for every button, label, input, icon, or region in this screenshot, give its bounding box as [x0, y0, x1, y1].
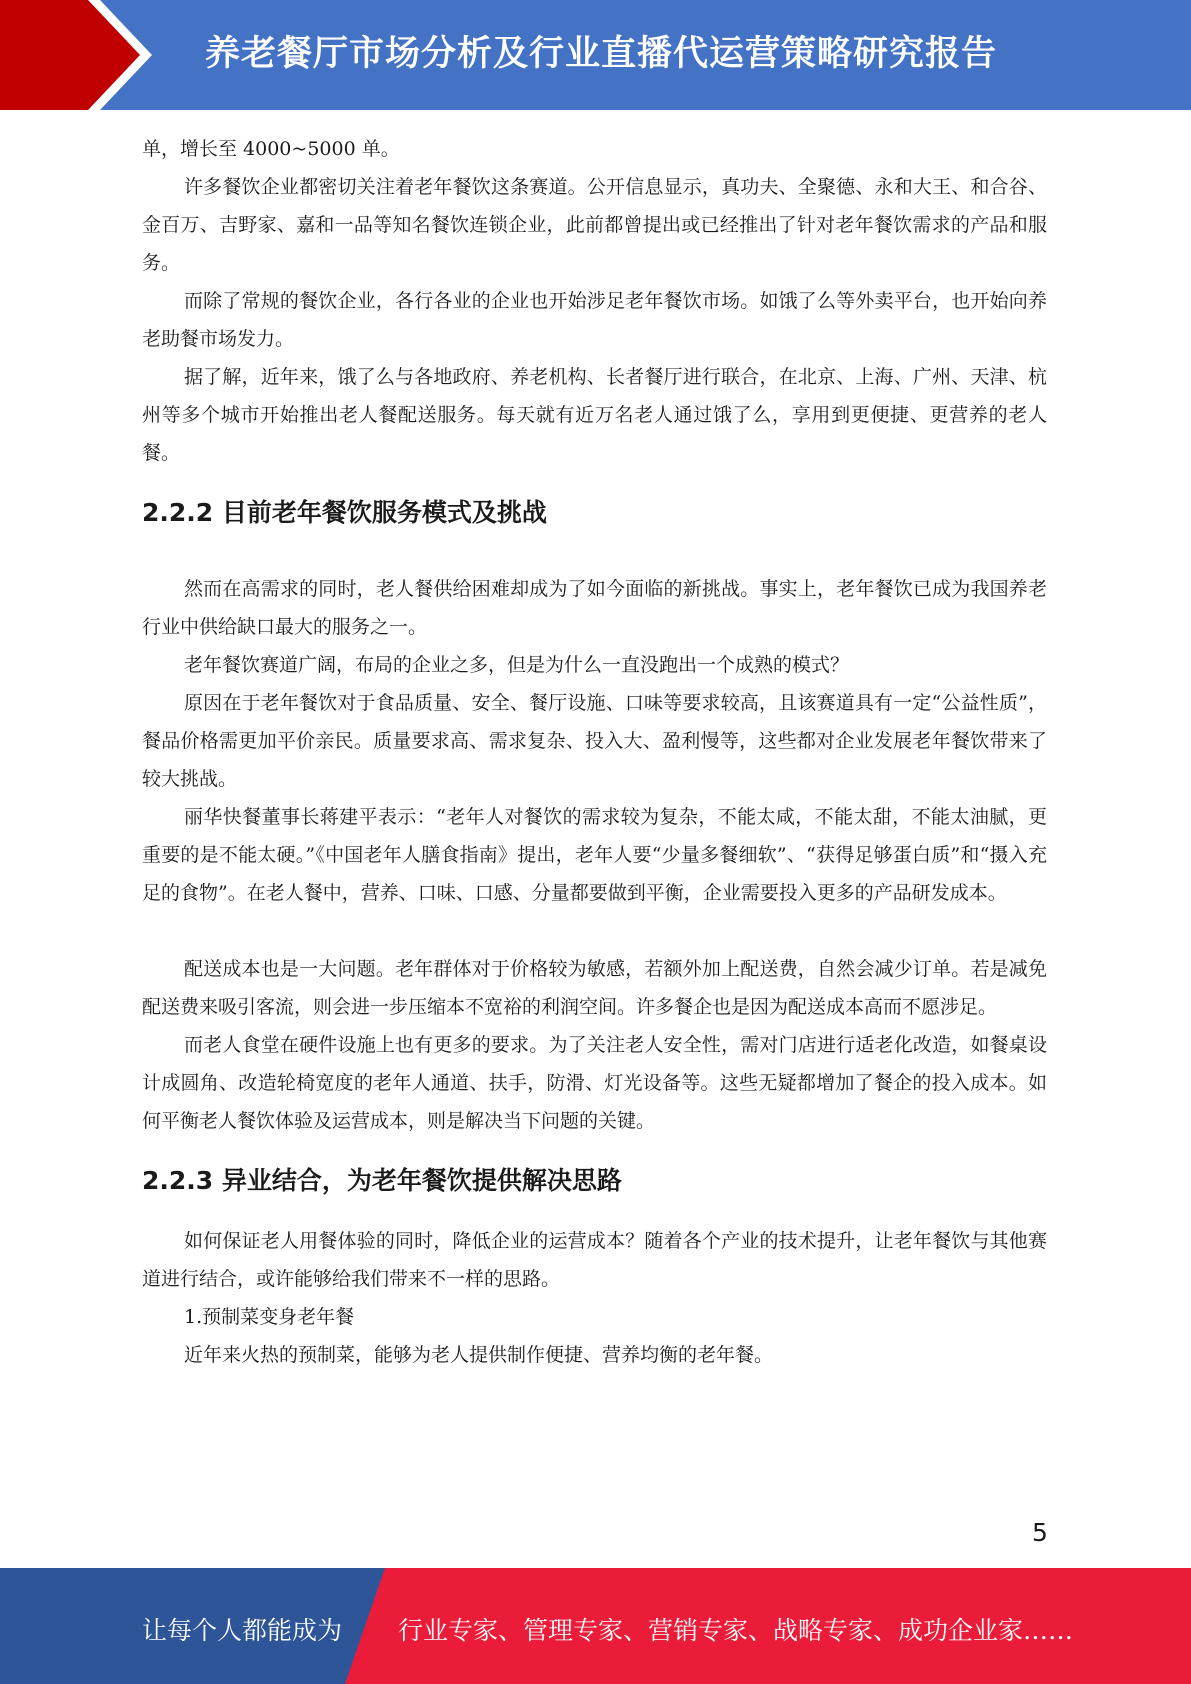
paragraph: 原因在于老年餐饮对于食品质量、安全、餐厅设施、口味等要求较高，且该赛道具有一定“公益性质”，餐品价格需更加平价亲民。质量要求高、需求复杂、投入大、盈利慢等，这些都对企业发展老年餐饮带来了较大挑战。 [142, 692, 1047, 790]
paragraph: 然而在高需求的同时，老人餐供给困难却成为了如今面临的新挑战。事实上，老年餐饮已成为我国养老行业中供给缺口最大的服务之一。 [142, 578, 1047, 638]
section-heading-2-2-2: 2.2.2 目前老年餐饮服务模式及挑战 [142, 498, 547, 527]
paragraph: 近年来火热的预制菜，能够为老人提供制作便捷、营养均衡的老年餐。 [184, 1344, 774, 1366]
footer-right-text: 行业专家、管理专家、营销专家、战略专家、成功企业家…… [398, 1616, 1074, 1645]
page-header [0, 0, 1191, 110]
document-body [142, 130, 1047, 1374]
paragraph: 而老人食堂在硬件设施上也有更多的要求。为了关注老人安全性，需对门店进行适老化改造，如餐桌设计成圆角、改造轮椅宽度的老年人通道、扶手，防滑、灯光设备等。这些无疑都增加了餐企的投入成本。如何平衡老人餐饮体验及运营成本，则是解决当下问题的关键。 [142, 1034, 1047, 1132]
paragraph: 许多餐饮企业都密切关注着老年餐饮这条赛道。公开信息显示，真功夫、全聚德、永和大王、和合谷、金百万、吉野家、嘉和一品等知名餐饮连锁企业，此前都曾提出或已经推出了针对老年餐饮需求的产品和服务。 [142, 176, 1047, 274]
paragraph: 而除了常规的餐饮企业，各行各业的企业也开始涉足老年餐饮市场。如饿了么等外卖平台，也开始向养老助餐市场发力。 [142, 290, 1047, 350]
paragraph: 老年餐饮赛道广阔，布局的企业之多，但是为什么一直没跑出一个成熟的模式？ [184, 654, 850, 676]
section-heading-2-2-3: 2.2.3 异业结合，为老年餐饮提供解决思路 [142, 1166, 622, 1195]
chevron-decoration-icon [0, 0, 160, 110]
header-title: 养老餐厅市场分析及行业直播代运营策略研究报告 [205, 34, 998, 74]
list-item-heading: 1.预制菜变身老年餐 [184, 1306, 355, 1328]
page-footer [0, 1568, 1191, 1684]
paragraph: 配送成本也是一大问题。老年群体对于价格较为敏感，若额外加上配送费，自然会减少订单。若是减免配送费来吸引客流，则会进一步压缩本不宽裕的利润空间。许多餐企也是因为配送成本高而不愿涉足。 [142, 958, 1047, 1018]
paragraph: 单，增长至 4000~5000 单。 [142, 138, 400, 160]
page-number: 5 [1032, 1518, 1048, 1547]
paragraph: 据了解，近年来，饿了么与各地政府、养老机构、长者餐厅进行联合，在北京、上海、广州、天津、杭州等多个城市开始推出老人餐配送服务。每天就有近万名老人通过饿了么，享用到更便捷、更营养的老人餐。 [142, 366, 1047, 464]
footer-left-text: 让每个人都能成为 [142, 1616, 343, 1645]
paragraph: 如何保证老人用餐体验的同时，降低企业的运营成本？随着各个产业的技术提升，让老年餐饮与其他赛道进行结合，或许能够给我们带来不一样的思路。 [142, 1230, 1047, 1290]
paragraph: 丽华快餐董事长蒋建平表示：“老年人对餐饮的需求较为复杂，不能太咸，不能太甜，不能太油腻，更重要的是不能太硬。”《中国老年人膳食指南》提出，老年人要“少量多餐细软”、“获得足够蛋白质”和“摄入充足的食物”。在老人餐中，营养、口味、口感、分量都要做到平衡，企业需要投入更多的产品研发成本。 [142, 806, 1047, 904]
